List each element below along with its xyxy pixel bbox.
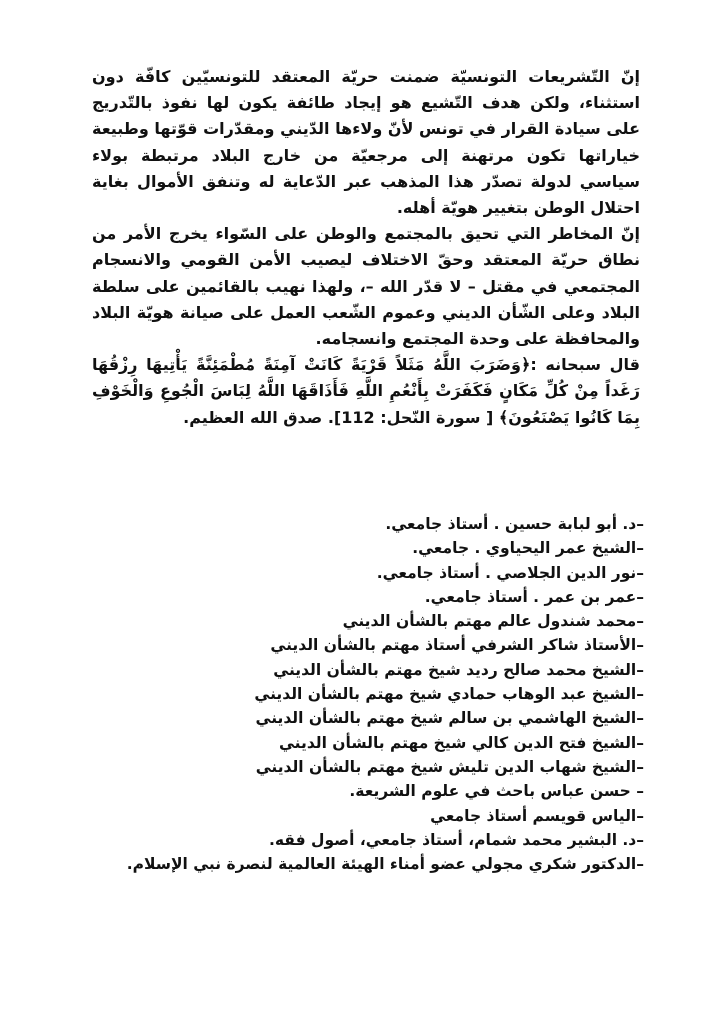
signatory: –د. أبو لبابة حسين . أستاذ جامعي.: [385, 515, 644, 533]
signatory: –الدكتور شكري مجولي عضو أمناء الهيئة العالمية لنصرة نبي الإسلام.: [126, 855, 644, 874]
signatory: –محمد شندول عالم مهتم بالشأن الديني: [342, 612, 644, 631]
signatory: –الشيخ عمر اليحياوي . جامعي.: [412, 539, 644, 558]
signatory: –د. البشير محمد شمام، أستاذ جامعي، أصول فقه.: [269, 830, 644, 849]
signatories-list: [84, 512, 644, 876]
signatory: –الشيخ محمد صالح رديد شيخ مهتم بالشأن الديني: [273, 660, 644, 679]
signatory: –الشيخ عبد الوهاب حمادي شيخ مهتم بالشأن الديني: [254, 685, 644, 704]
signatory: –الشيخ الهاشمي بن سالم شيخ مهتم بالشأن الديني: [255, 709, 644, 728]
signatory: –الأستاذ شاكر الشرفي أستاذ مهتم بالشأن الديني: [270, 636, 644, 655]
signatory: –الياس قويسم أستاذ جامعي: [430, 806, 644, 825]
statement-body: [92, 64, 640, 431]
signatory: – حسن عباس باحث في علوم الشريعة.: [349, 782, 644, 801]
paragraph-dangers: إنّ المخاطر التي تحيق بالمجتمع والوطن على السّواء يخرج الأمر من نطاق حريّة المعتقد وحقّ الاختلاف ليصيب الأمن القومي والانسجام المجتمعي في مقتل – لا قدّر الله –، ولهذا نهيب بالقائمين على سلطة البلاد وعلى الشّأن الديني وعموم الشّعب العمل على صيانة هويّة البلاد والمحافظة على وحدة المجتمع وانسجامه.: [92, 224, 640, 349]
signatory: –الشيخ فتح الدين كالي شيخ مهتم بالشأن الديني: [278, 733, 644, 752]
signatory: –الشيخ شهاب الدين تليش شيخ مهتم بالشأن الديني: [255, 757, 644, 776]
signatory: –نور الدين الجلاصي . أستاذ جامعي.: [376, 563, 644, 582]
signatory: –عمر بن عمر . أستاذ جامعي.: [424, 587, 644, 606]
paragraph-freedom-of-belief: إنّ التّشريعات التونسيّة ضمنت حريّة المعتقد للتونسيّين كافّة دون استثناء، ولكن هدف التّشيع هو إيجاد طائفة يكون لها نفوذ بالتّدريج على سيادة القرار في تونس لأنّ ولاءها الدّيني ومقدّرات قوّتها وطبيعة خياراتها تكون مرتهنة إلى مرجعيّة من خارج البلاد مرتبطة بولاء سياسي لدولة تصدّر هذا المذهب عبر الدّعاية له وتنفق الأموال بغاية احتلال الوطن بتغيير هويّة أهله.: [92, 67, 640, 218]
quran-verse: قال سبحانه :﴿وَضَرَبَ اللَّهُ مَثَلاً قَرْيَةً كَانَتْ آمِنَةً مُطْمَئِنَّةً يَأْتِيهَا رِزْقُهَا رَغَداً مِنْ كُلِّ مَكَانٍ فَكَفَرَتْ بِأَنْعُمِ اللَّهِ فَأَذَاقَهَا اللَّهُ لِبَاسَ الْجُوعِ وَالْخَوْفِ بِمَا كَانُوا يَصْنَعُونَ﴾ [ سورة النّحل: 112]. صدق الله العظيم.: [92, 355, 640, 427]
